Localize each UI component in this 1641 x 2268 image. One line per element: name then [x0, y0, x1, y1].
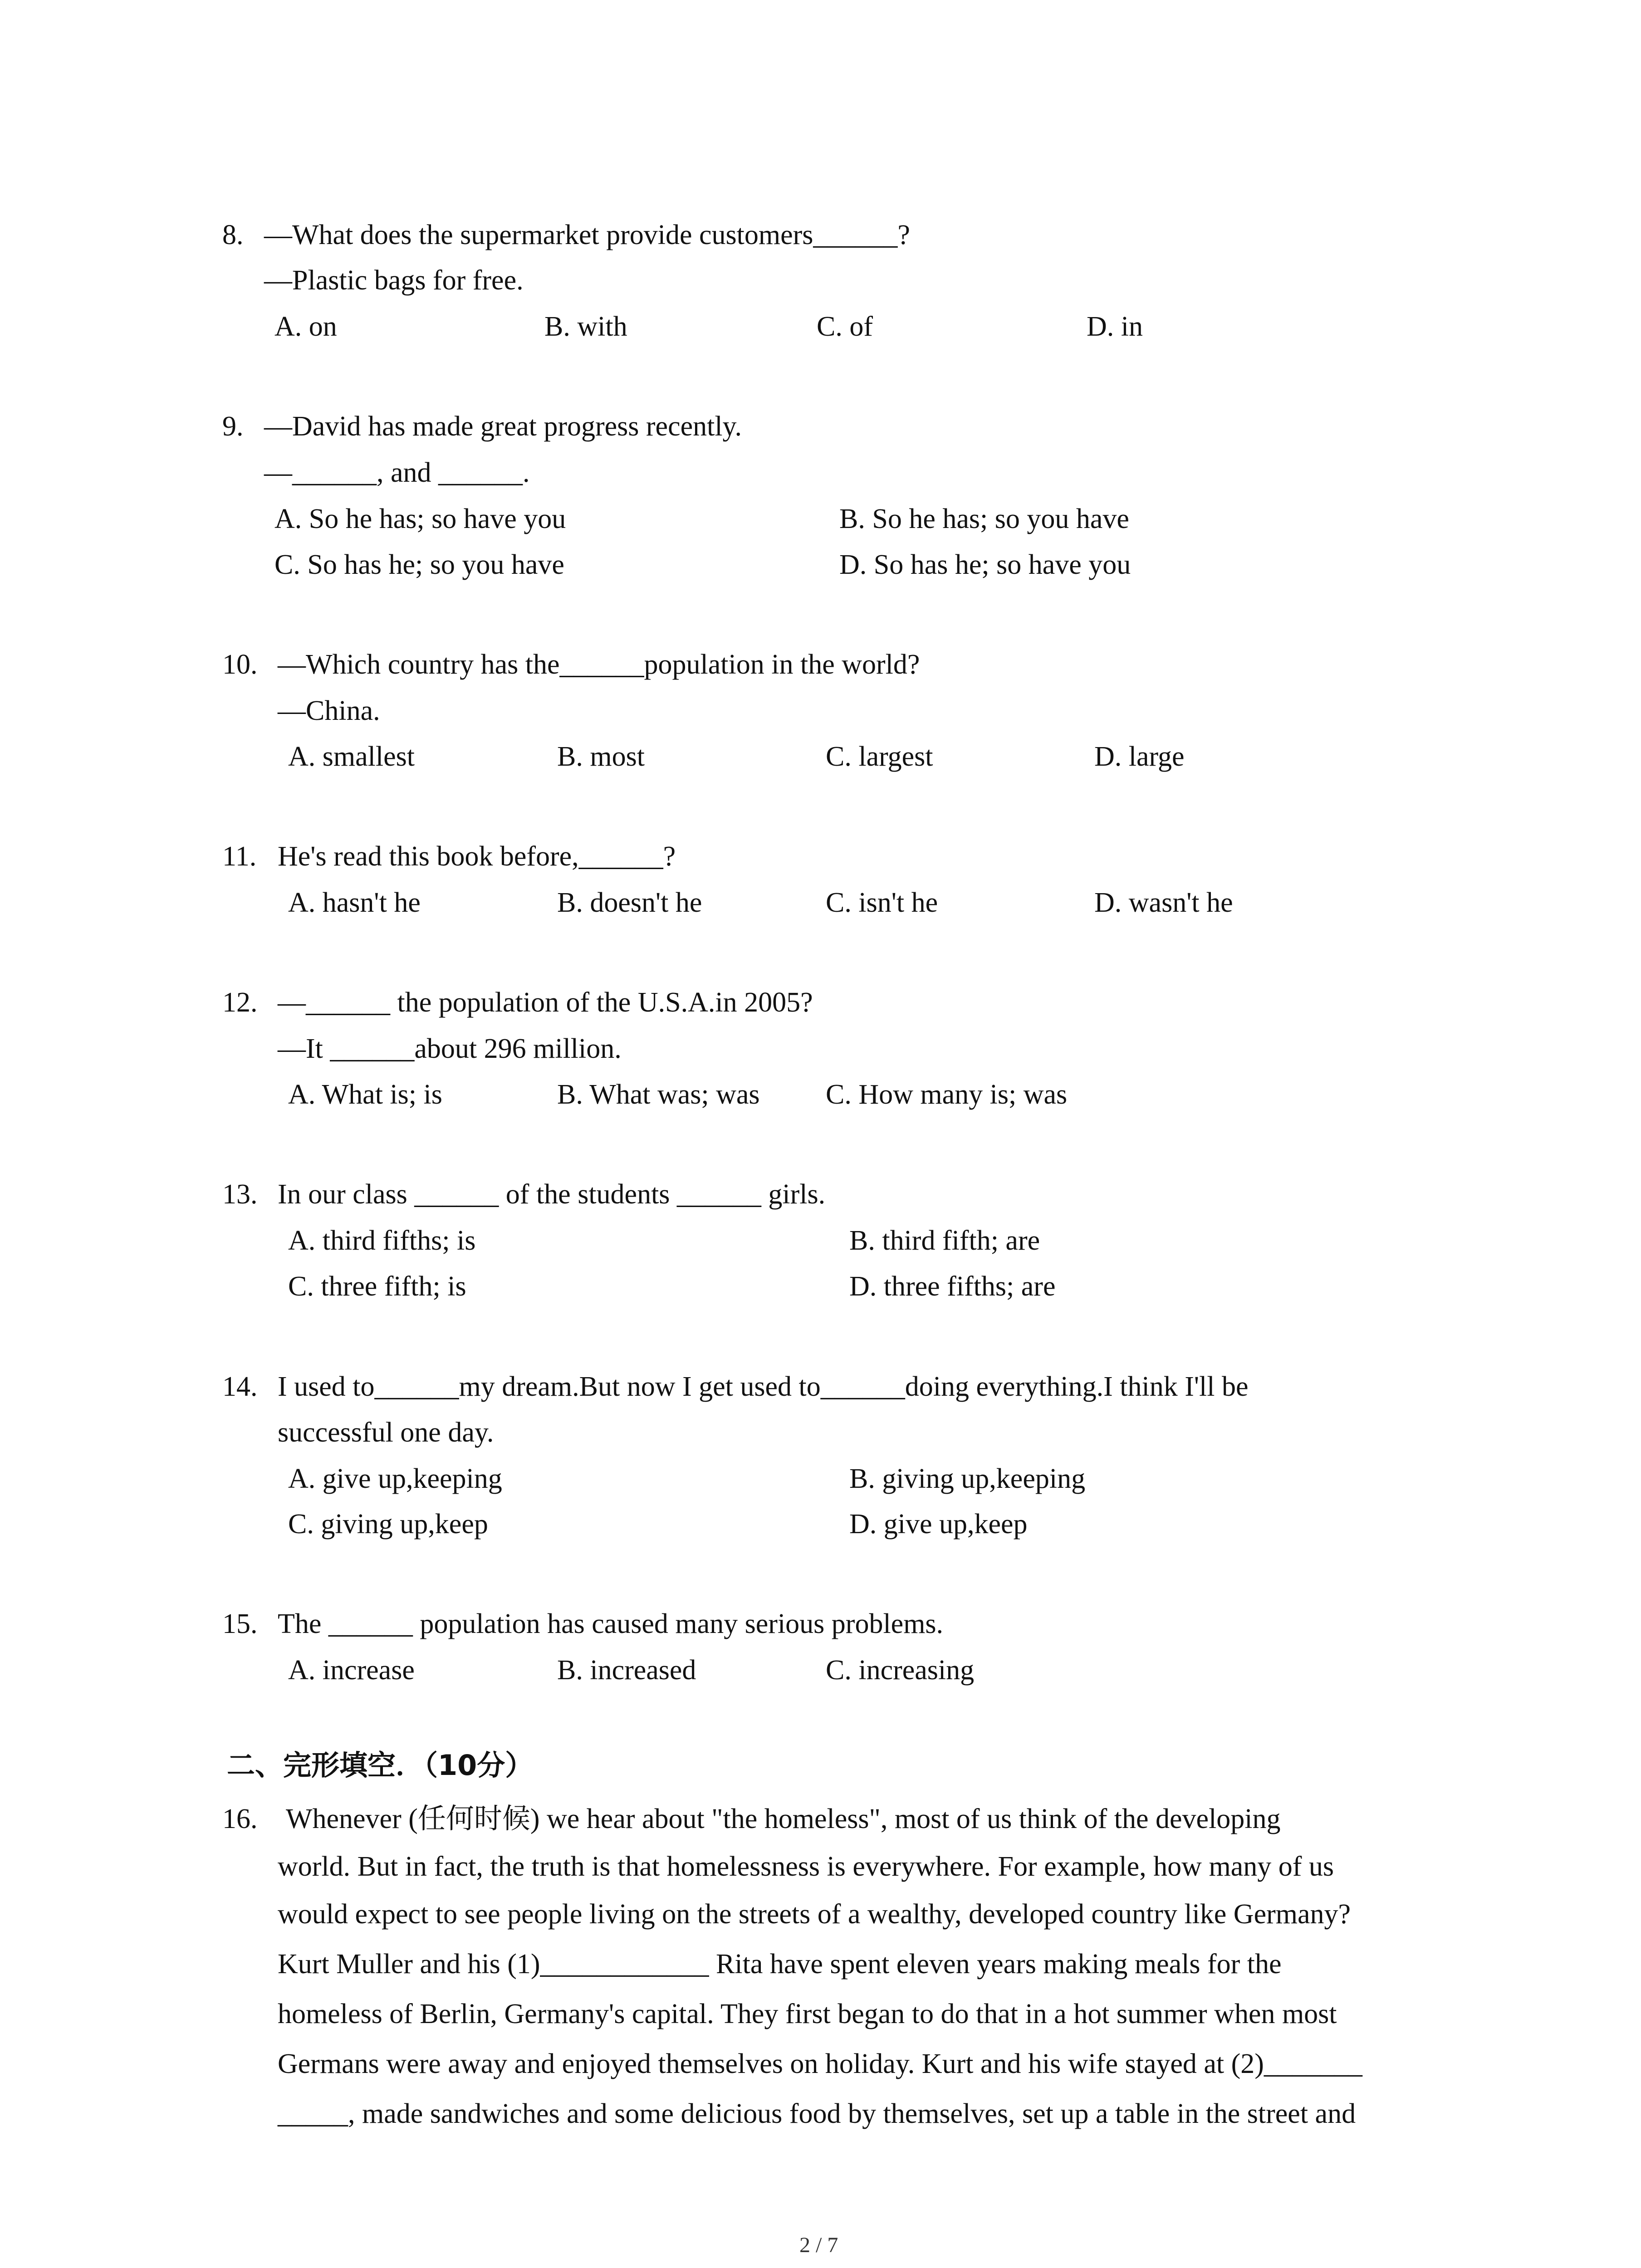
- option-d: D. three fifths; are: [849, 1271, 1056, 1302]
- passage-line: Kurt Muller and his (1)____________ Rita have spent eleven years making meals for the: [278, 1949, 1282, 1980]
- question-reply: —It ______about 296 million.: [278, 1033, 622, 1064]
- option-a: A. smallest: [288, 741, 415, 772]
- option-a: A. third fifths; is: [288, 1225, 476, 1256]
- question-reply: —China.: [278, 695, 380, 726]
- page-number: 2 / 7: [799, 2233, 838, 2257]
- question-stem: —David has made great progress recently.: [264, 411, 742, 442]
- question-stem-continued: successful one day.: [278, 1417, 494, 1448]
- option-b: B. third fifth; are: [849, 1225, 1040, 1256]
- option-c: C. So has he; so you have: [274, 549, 564, 580]
- option-c: C. giving up,keep: [288, 1509, 488, 1540]
- question-stem: I used to______my dream.But now I get used to______doing everything.I think I'll be: [278, 1371, 1249, 1402]
- option-d: D. in: [1087, 311, 1143, 342]
- option-b: B. What was; was: [557, 1079, 760, 1110]
- question-stem: —______ the population of the U.S.A.in 2005?: [278, 987, 813, 1018]
- passage-line: _____, made sandwiches and some delicious food by themselves, set up a table in the street and: [278, 2098, 1356, 2129]
- option-d: D. large: [1094, 741, 1185, 772]
- option-d: D. give up,keep: [849, 1509, 1028, 1540]
- question-number: 13.: [222, 1179, 258, 1210]
- question-stem: He's read this book before,______?: [278, 841, 676, 872]
- question-reply: —______, and ______.: [264, 457, 530, 488]
- passage-line: Germans were away and enjoyed themselves on holiday. Kurt and his wife stayed at (2)_______: [278, 2048, 1362, 2079]
- option-a: A. So he has; so have you: [274, 503, 566, 534]
- option-a: A. hasn't he: [288, 887, 421, 918]
- option-a: A. on: [274, 311, 337, 342]
- passage-line: would expect to see people living on the streets of a wealthy, developed country like Germany?: [278, 1899, 1351, 1930]
- question-number: 11.: [222, 841, 257, 872]
- option-b: B. doesn't he: [557, 887, 702, 918]
- question-number: 10.: [222, 649, 258, 680]
- question-number: 12.: [222, 987, 258, 1018]
- option-b: B. giving up,keeping: [849, 1463, 1086, 1494]
- option-c: C. largest: [826, 741, 933, 772]
- option-a: A. increase: [288, 1655, 415, 1686]
- option-a: A. give up,keeping: [288, 1463, 502, 1494]
- question-stem: —What does the supermarket provide customers______?: [264, 220, 910, 250]
- passage-line: world. But in fact, the truth is that homelessness is everywhere. For example, how many of us: [278, 1851, 1334, 1882]
- question-stem: In our class ______ of the students ______ girls.: [278, 1179, 826, 1210]
- question-number: 16.: [222, 1804, 258, 1834]
- option-b: B. So he has; so you have: [839, 503, 1129, 534]
- option-b: B. most: [557, 741, 645, 772]
- option-d: D. wasn't he: [1094, 887, 1233, 918]
- option-d: D. So has he; so have you: [839, 549, 1131, 580]
- passage-line: Whenever (任何时候) we hear about "the homeless", most of us think of the developing: [286, 1804, 1281, 1834]
- option-c: C. increasing: [826, 1655, 975, 1686]
- option-c: C. How many is; was: [826, 1079, 1068, 1110]
- option-c: C. three fifth; is: [288, 1271, 466, 1302]
- option-a: A. What is; is: [288, 1079, 442, 1110]
- question-number: 8.: [222, 220, 244, 250]
- question-reply: —Plastic bags for free.: [264, 265, 524, 296]
- question-number: 14.: [222, 1371, 258, 1402]
- option-b: B. increased: [557, 1655, 696, 1686]
- question-number: 15.: [222, 1608, 258, 1639]
- section-heading: 二、完形填空．（10分）: [227, 1749, 534, 1782]
- passage-line: homeless of Berlin, Germany's capital. They first began to do that in a hot summer when most: [278, 1999, 1337, 2029]
- question-stem: —Which country has the______population in the world?: [278, 649, 920, 680]
- option-b: B. with: [544, 311, 627, 342]
- question-number: 9.: [222, 411, 244, 442]
- option-c: C. of: [817, 311, 873, 342]
- option-c: C. isn't he: [826, 887, 938, 918]
- question-stem: The ______ population has caused many serious problems.: [278, 1608, 944, 1639]
